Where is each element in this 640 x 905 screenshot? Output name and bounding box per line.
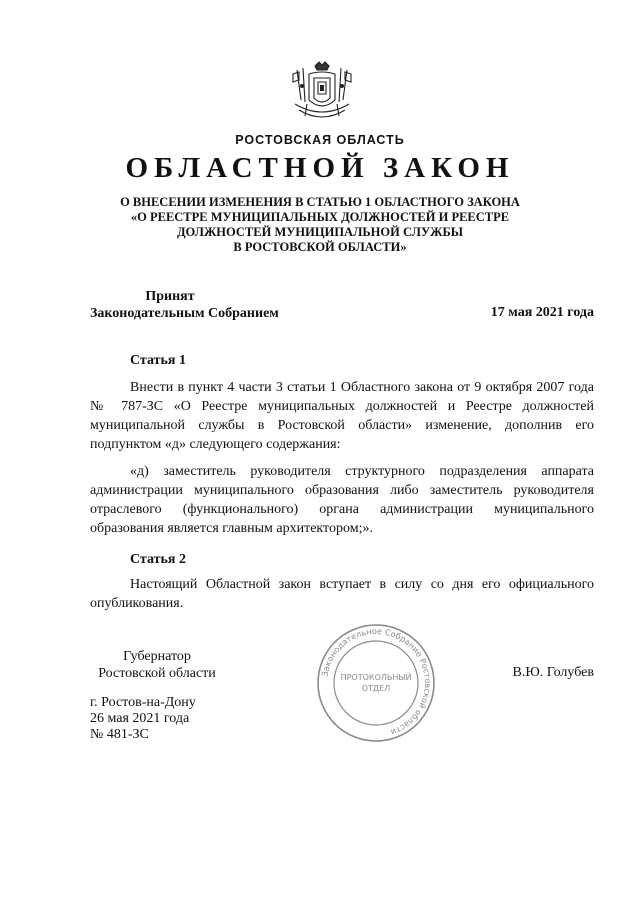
document-type-title: ОБЛАСТНОЙ ЗАКОН: [125, 152, 515, 184]
signatory-name: В.Ю. Голубев: [512, 665, 594, 680]
article-2-paragraph: Настоящий Областной закон вступает в силу со дня его официального опубликования.: [90, 577, 594, 611]
stamp-center-line: ПРОТОКОЛЬНЫЙ: [340, 673, 412, 682]
issue-place: г. Ростов-на-Дону: [90, 695, 196, 710]
adoption-block: [90, 288, 279, 322]
law-subject-line: О ВНЕСЕНИИ ИЗМЕНЕНИЯ В СТАТЬЮ 1 ОБЛАСТНОГО ЗАКОНА: [120, 195, 520, 209]
official-stamp: [315, 622, 437, 744]
adoption-date: 17 мая 2021 года: [490, 305, 594, 320]
adopting-body: Законодательным Собранием: [90, 306, 279, 321]
coat-of-arms-icon: [285, 60, 359, 126]
signatory-position: Губернатор: [123, 649, 191, 664]
law-subject-line: В РОСТОВСКОЙ ОБЛАСТИ»: [233, 240, 407, 254]
article-1-paragraph: Внести в пункт 4 части 3 статьи 1 Областного закона от 9 октября 2007 года № 787-ЗС «О Реестре муниципальных должностей и Реестре должностей муниципальной службы в Ростовской области» изменение, дополнив его подпунктом «д» следующего содержания:: [90, 380, 594, 452]
stamp-ring-text: Законодательное Собрание Ростовской области: [319, 625, 434, 738]
issue-details: [90, 695, 196, 743]
adoption-label: Принят: [145, 289, 195, 304]
law-subject-line: «О РЕЕСТРЕ МУНИЦИПАЛЬНЫХ ДОЛЖНОСТЕЙ И РЕЕСТРЕ: [130, 210, 510, 224]
article-1-heading: Статья 1: [130, 353, 186, 368]
article-2-heading: Статья 2: [130, 552, 186, 567]
law-subject: [100, 195, 540, 255]
region-title: РОСТОВСКАЯ ОБЛАСТЬ: [235, 133, 405, 147]
signatory-title: [92, 648, 222, 682]
law-subject-line: ДОЛЖНОСТЕЙ МУНИЦИПАЛЬНОЙ СЛУЖБЫ: [176, 225, 464, 239]
signatory-region: Ростовской области: [98, 666, 216, 681]
article-1-paragraph: «д) заместитель руководителя структурного подразделения аппарата администрации муниципального образования либо заместитель руководителя отраслевого (функционального) органа администрации муниципального образования является главным архитектором;».: [90, 464, 594, 536]
issue-date: 26 мая 2021 года: [90, 711, 190, 726]
law-number: № 481-ЗС: [90, 727, 149, 742]
stamp-center-line: ОТДЕЛ: [361, 684, 391, 693]
